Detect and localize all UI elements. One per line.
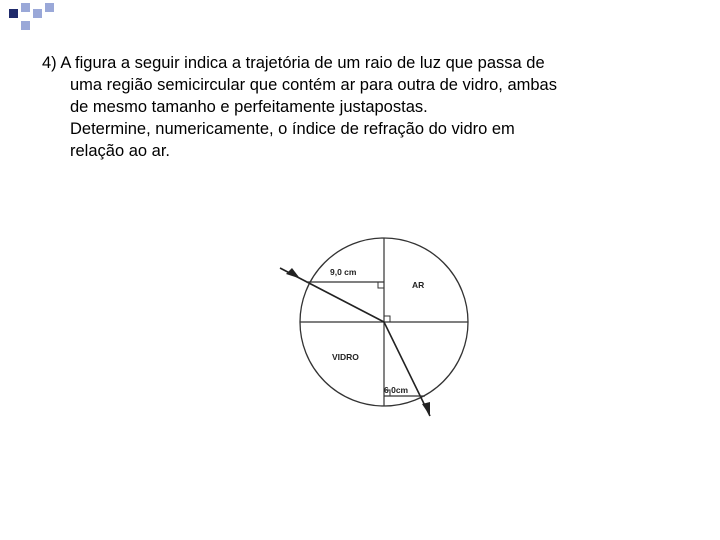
label-air: AR [412,280,425,290]
question-line-2: uma região semicircular que contém ar para outra de vidro, ambas [70,76,557,94]
refracted-ray [384,322,430,416]
label-top-distance: 9,0 cm [330,267,357,277]
slide-corner-decoration [0,0,60,40]
center-right-angle-mark [384,316,390,322]
refraction-figure [270,230,480,430]
question-line-1 [42,52,682,74]
decoration-square [33,9,42,18]
question-text: A figura a seguir indica a trajetória de um raio de luz que passa de [60,54,545,72]
decoration-square [9,9,18,18]
question-line-5: relação ao ar. [70,142,170,160]
question-number: 4) [42,54,57,72]
decoration-square [45,3,54,12]
question-block [42,52,682,162]
decoration-square [21,21,30,30]
top-right-angle-mark [378,282,384,288]
refracted-arrowhead [422,402,430,416]
incident-arrowhead [286,268,300,279]
label-bottom-distance: 6,0cm [384,385,409,395]
question-line-3: de mesmo tamanho e perfeitamente justapostas. [70,98,428,116]
decoration-square [21,3,30,12]
label-glass: VIDRO [332,352,359,362]
question-line-4: Determine, numericamente, o índice de refração do vidro em [70,120,515,138]
